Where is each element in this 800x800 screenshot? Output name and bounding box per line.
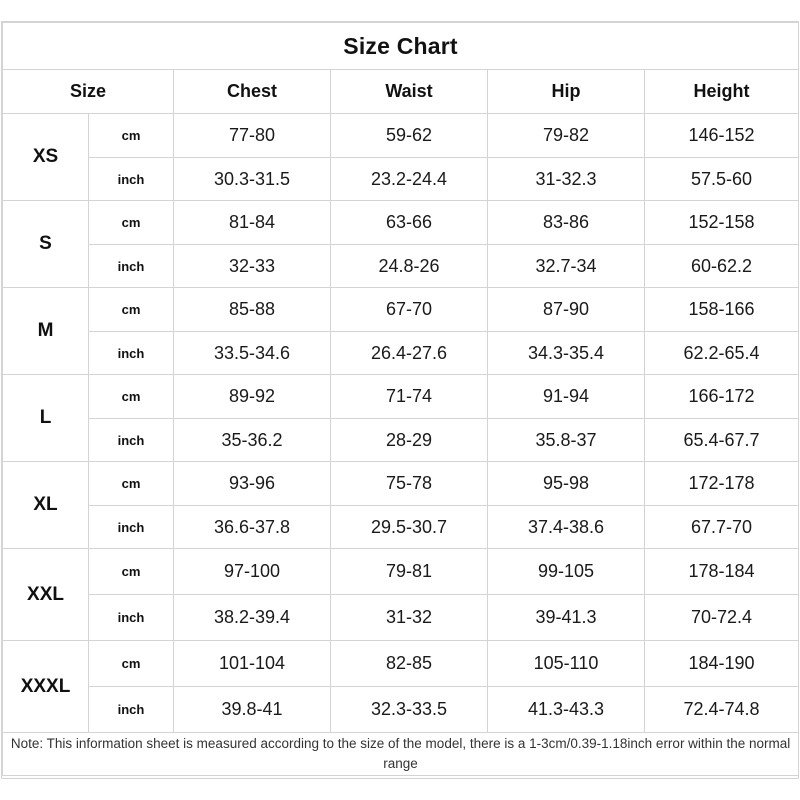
waist-cell: 31-32: [331, 595, 488, 641]
table-row: [3, 288, 799, 332]
table-row: [3, 158, 799, 201]
hip-cell: 105-110: [488, 641, 645, 687]
hip-cell: 79-82: [488, 114, 645, 158]
unit-label: cm: [89, 288, 174, 332]
size-label-xl: XL: [3, 462, 89, 549]
table-row: [3, 332, 799, 375]
unit-label: inch: [89, 245, 174, 288]
table-row: [3, 595, 799, 641]
unit-label: inch: [89, 332, 174, 375]
hip-cell: 39-41.3: [488, 595, 645, 641]
unit-label: cm: [89, 641, 174, 687]
waist-cell: 71-74: [331, 375, 488, 419]
table-row: [3, 201, 799, 245]
hip-cell: 35.8-37: [488, 419, 645, 462]
unit-label: inch: [89, 595, 174, 641]
waist-cell: 82-85: [331, 641, 488, 687]
hip-cell: 41.3-43.3: [488, 687, 645, 733]
header-height: Height: [645, 70, 799, 114]
chest-cell: 85-88: [174, 288, 331, 332]
size-label-xxxl: XXXL: [3, 641, 89, 733]
size-label-xxl: XXL: [3, 549, 89, 641]
chest-cell: 101-104: [174, 641, 331, 687]
unit-label: cm: [89, 549, 174, 595]
header-chest: Chest: [174, 70, 331, 114]
table-row: [3, 462, 799, 506]
height-cell: 166-172: [645, 375, 799, 419]
table-row: [3, 687, 799, 733]
chest-cell: 77-80: [174, 114, 331, 158]
waist-cell: 59-62: [331, 114, 488, 158]
unit-label: cm: [89, 114, 174, 158]
height-cell: 152-158: [645, 201, 799, 245]
height-cell: 178-184: [645, 549, 799, 595]
table-row: [3, 375, 799, 419]
hip-cell: 31-32.3: [488, 158, 645, 201]
chest-cell: 89-92: [174, 375, 331, 419]
waist-cell: 28-29: [331, 419, 488, 462]
chest-cell: 93-96: [174, 462, 331, 506]
height-cell: 67.7-70: [645, 506, 799, 549]
table-row: [3, 114, 799, 158]
hip-cell: 99-105: [488, 549, 645, 595]
hip-cell: 37.4-38.6: [488, 506, 645, 549]
waist-cell: 79-81: [331, 549, 488, 595]
chest-cell: 36.6-37.8: [174, 506, 331, 549]
table-row: [3, 549, 799, 595]
waist-cell: 29.5-30.7: [331, 506, 488, 549]
unit-label: cm: [89, 462, 174, 506]
header-hip: Hip: [488, 70, 645, 114]
table-row: [3, 641, 799, 687]
hip-cell: 91-94: [488, 375, 645, 419]
unit-label: inch: [89, 687, 174, 733]
height-cell: 65.4-67.7: [645, 419, 799, 462]
height-cell: 62.2-65.4: [645, 332, 799, 375]
size-label-xs: XS: [3, 114, 89, 201]
unit-label: inch: [89, 158, 174, 201]
size-label-s: S: [3, 201, 89, 288]
chart-title: Size Chart: [3, 23, 799, 70]
table-row: [3, 506, 799, 549]
note-row: [3, 733, 799, 776]
size-chart: [1, 21, 799, 779]
hip-cell: 32.7-34: [488, 245, 645, 288]
waist-cell: 32.3-33.5: [331, 687, 488, 733]
waist-cell: 23.2-24.4: [331, 158, 488, 201]
table-row: [3, 419, 799, 462]
chest-cell: 32-33: [174, 245, 331, 288]
waist-cell: 67-70: [331, 288, 488, 332]
chest-cell: 30.3-31.5: [174, 158, 331, 201]
size-table: [2, 22, 799, 776]
waist-cell: 75-78: [331, 462, 488, 506]
chest-cell: 39.8-41: [174, 687, 331, 733]
waist-cell: 24.8-26: [331, 245, 488, 288]
height-cell: 184-190: [645, 641, 799, 687]
height-cell: 70-72.4: [645, 595, 799, 641]
hip-cell: 87-90: [488, 288, 645, 332]
waist-cell: 63-66: [331, 201, 488, 245]
hip-cell: 34.3-35.4: [488, 332, 645, 375]
height-cell: 57.5-60: [645, 158, 799, 201]
hip-cell: 95-98: [488, 462, 645, 506]
unit-label: cm: [89, 201, 174, 245]
table-row: [3, 245, 799, 288]
header-size: Size: [3, 70, 174, 114]
header-waist: Waist: [331, 70, 488, 114]
title-row: [3, 23, 799, 70]
chest-cell: 38.2-39.4: [174, 595, 331, 641]
header-row: [3, 70, 799, 114]
unit-label: cm: [89, 375, 174, 419]
chest-cell: 35-36.2: [174, 419, 331, 462]
unit-label: inch: [89, 506, 174, 549]
hip-cell: 83-86: [488, 201, 645, 245]
height-cell: 158-166: [645, 288, 799, 332]
unit-label: inch: [89, 419, 174, 462]
chest-cell: 33.5-34.6: [174, 332, 331, 375]
height-cell: 172-178: [645, 462, 799, 506]
chest-cell: 97-100: [174, 549, 331, 595]
height-cell: 146-152: [645, 114, 799, 158]
height-cell: 72.4-74.8: [645, 687, 799, 733]
height-cell: 60-62.2: [645, 245, 799, 288]
size-label-m: M: [3, 288, 89, 375]
waist-cell: 26.4-27.6: [331, 332, 488, 375]
chest-cell: 81-84: [174, 201, 331, 245]
measurement-note: Note: This information sheet is measured according to the size of the model, there is a 1-3cm/0.39-1.18inch error within the normal range: [3, 733, 799, 776]
size-label-l: L: [3, 375, 89, 462]
